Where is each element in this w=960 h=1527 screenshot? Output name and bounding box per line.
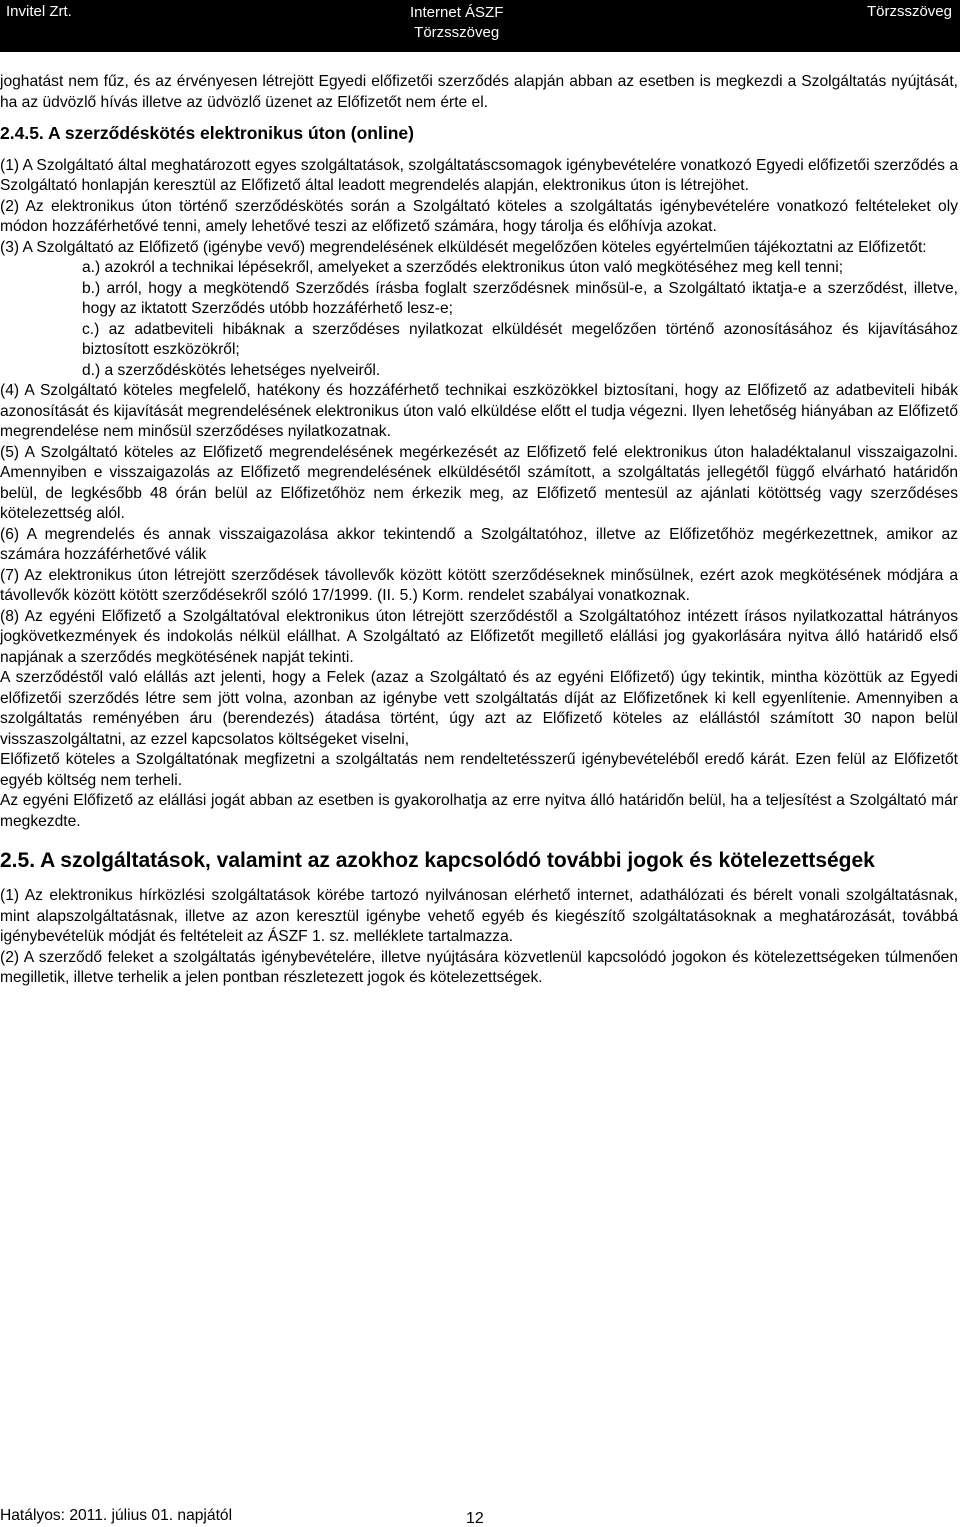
list-item-b: b.) arról, hogy a megkötendő Szerződés írásba foglalt szerződésnek minősül-e, a Szolgáltató iktatja-e a szerződést, illetve, hogy az iktatott Szerződés utóbb hozzáférhető lesz-e;	[82, 279, 958, 317]
paragraph-3: (3) A Szolgáltató az Előfizető (igénybe vevő) megrendelésének elküldését megelőzően köteles egyértelműen tájékoztatni az Előfizetőt:	[0, 238, 927, 256]
header-doc-name: Internet ÁSZF	[410, 4, 504, 21]
paragraph-9: A szerződéstől való elállás azt jelenti, hogy a Felek (azaz a Szolgáltató és az egyéni Előfizető) úgy tekintik, mintha közöttük az Egyedi előfizetői szerződés létre sem jött volna, azonban az igénybe vett szolgáltatás díját az Előfizetőnek ki kell egyenlítenie. Amennyiben a szolgáltatás reményében áru (berendezés) átadása történt, úgy azt az Előfizető köteles az elállástól számított 30 napon belül visszaszolgáltatni, az ezzel kapcsolatos költségeket viselni,	[0, 669, 958, 748]
paragraph-7: (7) Az elektronikus úton létrejött szerződések távollevők között kötött szerződéseknek minősülnek, ezért azok megkötésének módjára a távollevők között kötött szerződésekről szóló 17/1999. (II. 5.) Korm. rendelet szabályai vonatkoznak.	[0, 566, 958, 604]
section-2-5-paragraph-2: (2) A szerződő feleket a szolgáltatás igénybevételére, illetve nyújtására közvetlenül kapcsolódó jogokon és kötelezettségeken túlmenően megilletik, illetve terhelik a jelen pontban részletezett jogok és kötelezettségek.	[0, 948, 958, 986]
document-body	[0, 72, 958, 989]
section-2-5-paragraph-1: (1) Az elektronikus hírközlési szolgáltatások körébe tartozó nyilvánosan elérhető internet, adathálózati és bérelt vonali szolgáltatásnak, mint alapszolgáltatásnak, illetve az azon keresztül igénybe vehető egyéb és kiegészítő szolgáltatásoknak a meghatározását, továbbá igénybevételük módját és feltételeit az ÁSZF 1. sz. melléklete tartalmazza.	[0, 887, 958, 945]
paragraph-8: (8) Az egyéni Előfizető a Szolgáltatóval elektronikus úton létrejött szerződéstől a Szolgáltatóhoz intézett írásos nyilatkozattal hátrányos jogkövetkezmények és indokolás nélkül elállhat. A Szolgáltató az Előfizetőt megillető elállási jog gyakorlására nyitva álló határidő első napjának a szerződés megkötésének napját tekinti.	[0, 607, 958, 666]
paragraph-2: (2) Az elektronikus úton történő szerződéskötés során a Szolgáltató köteles a szolgáltatás igénybevételére vonatkozó feltételeket oly módon hozzáférhetővé tenni, amely lehetővé teszi az előfizető számára, hogy tárolja és előhívja azokat.	[0, 197, 958, 235]
list-item-a: a.) azokról a technikai lépésekről, amelyeket a szerződés elektronikus úton való megkötéséhez meg kell tenni;	[82, 259, 844, 276]
footer-effective-date: Hatályos: 2011. július 01. napjától	[0, 1507, 233, 1524]
list-item-c: c.) az adatbeviteli hibáknak a szerződéses nyilatkozat elküldését megelőzően történő azonosításához és kijavításához biztosított eszközökről;	[82, 320, 958, 358]
section-2-4-5-title: 2.4.5. A szerződéskötés elektronikus úton (online)	[0, 123, 414, 143]
paragraph-11: Az egyéni Előfizető az elállási jogát abban az esetben is gyakorolhatja az erre nyitva álló határidőn belül, ha a teljesítést a Szolgáltató már megkezdte.	[0, 792, 958, 830]
intro-paragraph: joghatást nem fűz, és az érvényesen létrejött Egyedi előfizetői szerződés alapján abban az esetben is megkezdi a Szolgáltatás nyújtását, ha az üdvözlő hívás illetve az üdvözlő üzenet az Előfizetőt nem érte el.	[0, 73, 958, 111]
paragraph-10: Előfizető köteles a Szolgáltatónak megfizetni a szolgáltatás nem rendeltetésszerű igénybevételéből eredő kárát. Ezen felül az Előfizetőt egyéb költség nem terheli.	[0, 751, 958, 789]
paragraph-5: (5) A Szolgáltató köteles az Előfizető megrendelésének megérkezését az Előfizető felé elektronikus úton haladéktalanul visszaigazolni. Amennyiben e visszaigazolás az Előfizető megrendelésének elküldésétől számított, a szolgáltatás jellegétől függő elvárható határidőn belül, de legkésőbb 48 órán belül az Előfizetőhöz nem érkezik meg, az Előfizető mentesül az ajánlati kötöttség vagy szerződéses kötelezettség alól.	[0, 443, 958, 522]
header-doc-title	[410, 3, 503, 43]
header-company: Invitel Zrt.	[6, 3, 72, 20]
header-right-label: Törzsszöveg	[866, 3, 952, 20]
page-number: 12	[466, 1510, 484, 1527]
header-doc-type: Törzsszöveg	[414, 24, 500, 41]
paragraph-6: (6) A megrendelés és annak visszaigazolása akkor tekintendő a Szolgáltatóhoz, illetve az Előfizetőhöz megérkezettnek, amikor az számára hozzáférhetővé válik	[0, 525, 958, 563]
page-header	[0, 0, 960, 52]
paragraph-4: (4) A Szolgáltató köteles megfelelő, hatékony és hozzáférhető technikai eszközökkel biztosítani, hogy az Előfizető az adatbeviteli hibák azonosítását és kijavítását megrendelésének elektronikus úton való elküldése előtt el tudja végezni. Ilyen lehetőség hiányában az Előfizető megrendelése nem minősül szerződéses nyilatkozatnak.	[0, 382, 958, 440]
section-2-5-title: 2.5. A szolgáltatások, valamint az azokhoz kapcsolódó további jogok és kötelezettségek	[0, 849, 875, 872]
list-item-d: d.) a szerződéskötés lehetséges nyelveiről.	[82, 361, 381, 379]
paragraph-1: (1) A Szolgáltató által meghatározott egyes szolgáltatások, szolgáltatáscsomagok igénybevételére vonatkozó Egyedi előfizetői szerződés a Szolgáltató honlapján keresztül az Előfizető által leadott megrendelés alapján, elektronikus úton is létrejöhet.	[0, 156, 958, 194]
